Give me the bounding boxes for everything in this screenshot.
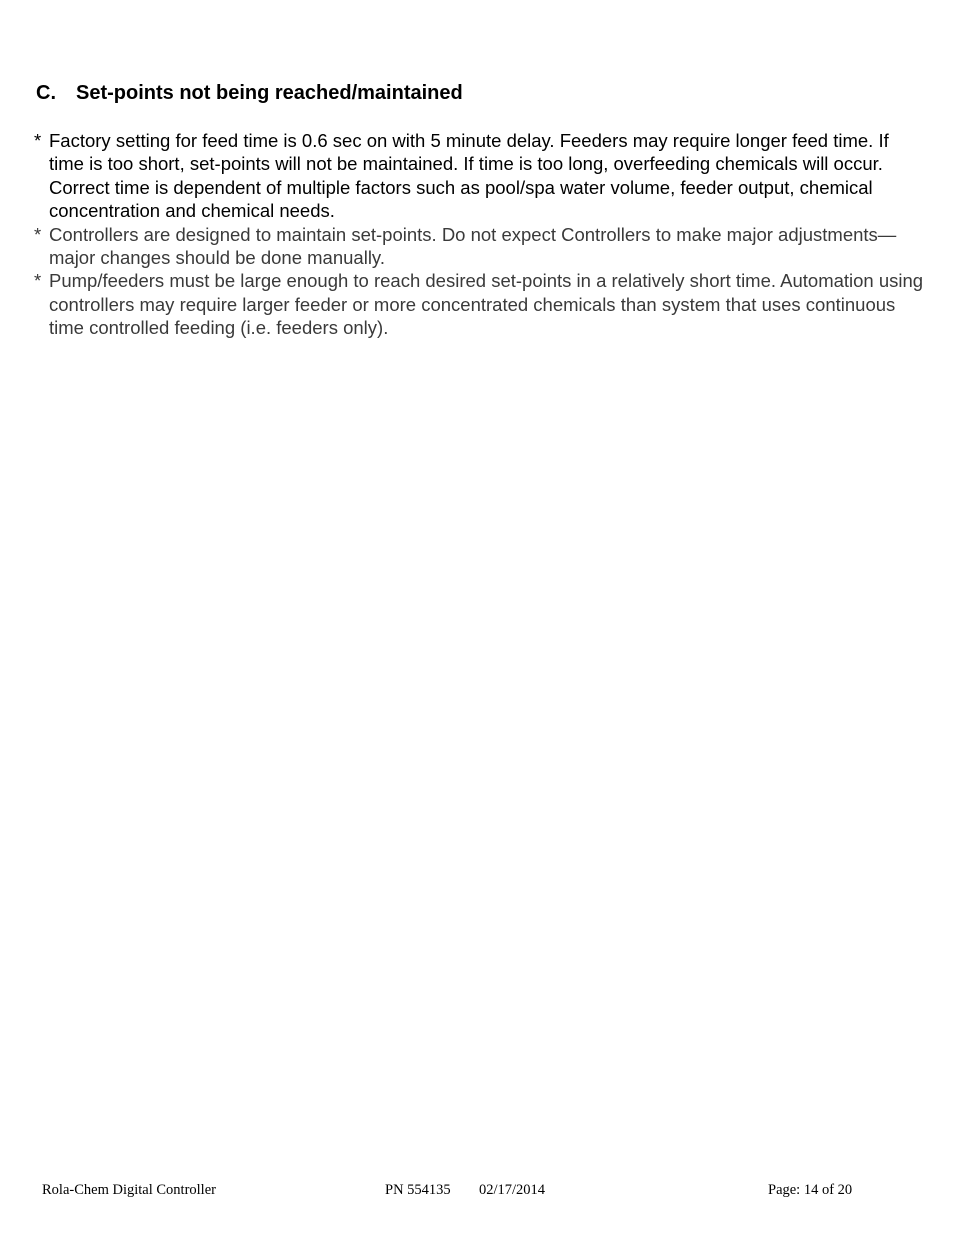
note-text: Pump/feeders must be large enough to reach desired set-points in a relatively short time. Automation using controllers may require larger feeder or more concentrated chemicals than system that uses continuous time controlled feeding (i.e. feeders only). <box>49 270 924 339</box>
note-bullet: * <box>34 223 42 245</box>
footer-product: Rola-Chem Digital Controller <box>42 1182 216 1198</box>
section-letter: C. <box>36 82 56 104</box>
troubleshooting-notes <box>34 129 924 340</box>
footer-page-number: Page: 14 of 20 <box>768 1182 853 1198</box>
note-feed-time <box>34 129 924 223</box>
note-text: Controllers are designed to maintain set-points. Do not expect Controllers to make major adjustments—major changes should be done manually. <box>49 223 897 269</box>
note-text: Factory setting for feed time is 0.6 sec on with 5 minute delay. Feeders may require longer feed time. If time is too short, set-points will not be maintained. If time is too long, overfeeding chemicals will occur. Correct time is dependent of multiple factors such as pool/spa water volume, feeder output, chemical concentration and chemical needs. <box>49 130 889 222</box>
section-heading <box>36 81 463 105</box>
note-bullet: * <box>34 270 42 292</box>
section-title: Set-points not being reached/maintained <box>76 82 463 104</box>
note-bullet: * <box>34 130 42 151</box>
note-feeder-size <box>34 269 924 339</box>
footer-date: 02/17/2014 <box>479 1182 546 1198</box>
note-controller-design <box>34 223 924 270</box>
footer-part-number: PN 554135 <box>385 1182 451 1198</box>
